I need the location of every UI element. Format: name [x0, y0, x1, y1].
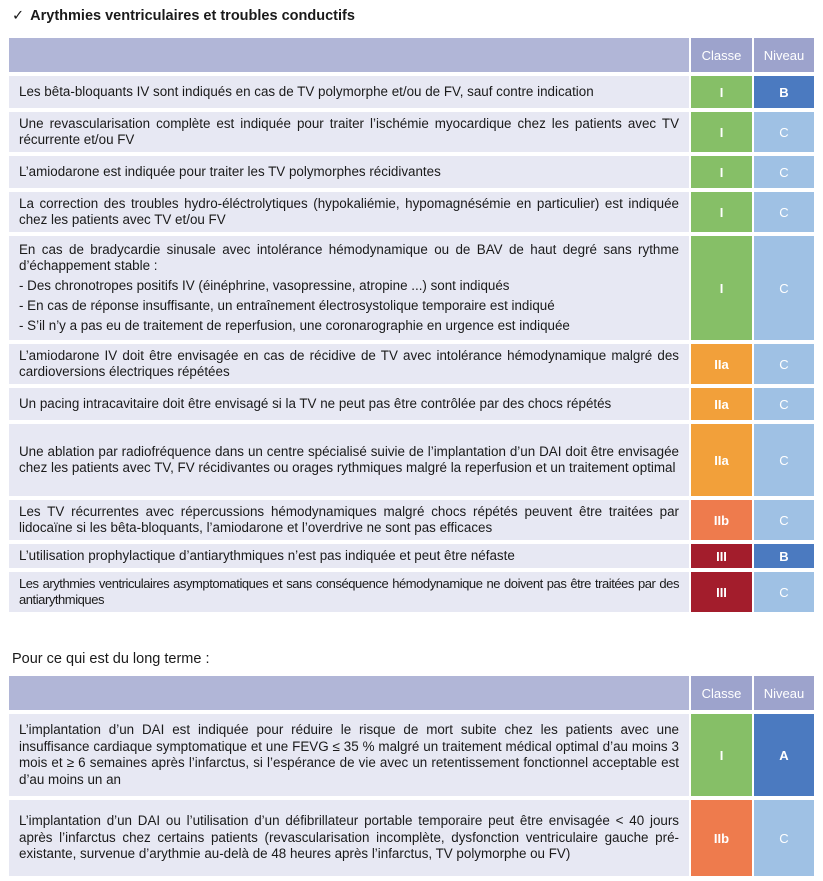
niveau-badge: C — [754, 156, 814, 188]
classe-badge: I — [691, 192, 752, 232]
niveau-badge: C — [754, 572, 814, 612]
table-row — [9, 714, 814, 796]
recommendation-bullet: - S’il n’y a pas eu de traitement de reperfusion, une coronarographie en urgence est indiquée — [19, 318, 570, 333]
recommendation-text — [9, 76, 689, 108]
niveau-badge: C — [754, 388, 814, 420]
header-text-cell — [9, 38, 689, 72]
recommendation-bullet: - Des chronotropes positifs IV (éinéphrine, vasopressine, atropine ...) sont indiqués — [19, 278, 510, 293]
recommendation-text-main: L’amiodarone IV doit être envisagée en cas de récidive de TV avec intolérance hémodynamique malgré des cardioversions électriques répétées — [19, 347, 679, 379]
table-row — [9, 800, 814, 876]
classe-badge: I — [691, 112, 752, 152]
table-row — [9, 76, 814, 108]
niveau-badge: C — [754, 800, 814, 876]
recommendation-text — [9, 572, 689, 612]
recommendation-bullet: - En cas de réponse insuffisante, un entraînement électrosystolique temporaire est indiqué — [19, 298, 555, 313]
classe-badge: III — [691, 572, 752, 612]
recommendation-text-main: Une revascularisation complète est indiquée pour traiter l’ischémie myocardique chez les patients avec TV récurrente et/ou FV — [19, 115, 679, 147]
recommendation-text — [9, 800, 689, 876]
table-row — [9, 236, 814, 340]
niveau-badge: C — [754, 500, 814, 540]
classe-badge: IIa — [691, 388, 752, 420]
classe-badge: IIb — [691, 800, 752, 876]
table-row — [9, 156, 814, 188]
classe-badge: IIa — [691, 344, 752, 384]
recommendation-text — [9, 192, 689, 232]
recommendation-text-main: L’implantation d’un DAI est indiquée pour réduire le risque de mort subite chez les patients avec une insuffisance cardiaque symptomatique et une FEVG ≤ 35 % malgré un traitement médical optimal d’au moins 3 mois et ≥ 6 semaines après l’infarctus, si l’espérance de vie avec un retentissement fonctionnel acceptable est d’au moins un an — [19, 722, 679, 787]
checkmark-icon: ✓ — [12, 8, 25, 24]
table-row — [9, 388, 814, 420]
classe-badge: III — [691, 544, 752, 568]
classe-badge: IIb — [691, 500, 752, 540]
recommendation-text — [9, 156, 689, 188]
recommendation-text-main: La correction des troubles hydro-éléctrolytiques (hypokaliémie, hypomagnésémie en particulier) est indiquée chez les patients avec TV et/ou FV — [19, 195, 679, 227]
classe-badge: I — [691, 714, 752, 796]
table-row — [9, 112, 814, 152]
header-niveau: Niveau — [754, 676, 814, 710]
table-header — [9, 38, 814, 72]
niveau-badge: C — [754, 192, 814, 232]
table-row — [9, 500, 814, 540]
table-row — [9, 192, 814, 232]
header-text-cell — [9, 676, 689, 710]
recommendation-text — [9, 544, 689, 568]
recommendation-text — [9, 424, 689, 496]
recommendation-text — [9, 344, 689, 384]
niveau-badge: C — [754, 112, 814, 152]
table-header — [9, 676, 814, 710]
recommendation-text-main: Les bêta-bloquants IV sont indiqués en cas de TV polymorphe et/ou de FV, sauf contre indication — [19, 83, 594, 99]
classe-badge: I — [691, 156, 752, 188]
classe-badge: IIa — [691, 424, 752, 496]
recommendation-text-main: Un pacing intracavitaire doit être envisagé si la TV ne peut pas être contrôlée par des chocs répétés — [19, 395, 612, 411]
recommendation-text — [9, 236, 689, 340]
long-term-subtitle: Pour ce qui est du long terme : — [12, 651, 210, 667]
table-row — [9, 572, 814, 612]
recommendation-text-main: Les TV récurrentes avec répercussions hémodynamiques malgré chocs répétés peuvent être traitées par lidocaïne si les bêta-bloquants, l’amiodarone et l’overdrive ne sont pas efficaces — [19, 503, 679, 535]
section-title-text: Arythmies ventriculaires et troubles conductifs — [30, 8, 355, 24]
table-row — [9, 544, 814, 568]
niveau-badge: A — [754, 714, 814, 796]
header-niveau: Niveau — [754, 38, 814, 72]
recommendation-text — [9, 714, 689, 796]
recommendation-text-main: Une ablation par radiofréquence dans un centre spécialisé suivie de l’implantation d’un DAI doit être envisagée chez les patients avec TV, FV récidivantes ou orages rythmiques malgré la reperfusion et un traitement optimal — [19, 443, 679, 475]
recommendation-text — [9, 112, 689, 152]
recommendations-table-acute — [9, 38, 814, 612]
recommendation-text-main: L’amiodarone est indiquée pour traiter les TV polymorphes récidivantes — [19, 163, 441, 179]
niveau-badge: B — [754, 544, 814, 568]
recommendation-text-main: L’utilisation prophylactique d’antiarythmiques n’est pas indiquée et peut être néfaste — [19, 547, 515, 563]
recommendations-table-long-term — [9, 676, 814, 876]
recommendation-text-main: En cas de bradycardie sinusale avec intolérance hémodynamique ou de BAV de haut degré sans rythme d’échappement stable : — [19, 241, 679, 273]
table-row — [9, 424, 814, 496]
recommendation-text-main: Les arythmies ventriculaires asymptomatiques et sans conséquence hémodynamique ne doivent pas être traitées par des antiarythmiques — [19, 575, 679, 607]
recommendation-text — [9, 388, 689, 420]
table-row — [9, 344, 814, 384]
niveau-badge: B — [754, 76, 814, 108]
recommendation-text — [9, 500, 689, 540]
niveau-badge: C — [754, 236, 814, 340]
header-classe: Classe — [691, 676, 752, 710]
niveau-badge: C — [754, 344, 814, 384]
header-classe: Classe — [691, 38, 752, 72]
section-title — [12, 8, 355, 24]
recommendation-text-main: L’implantation d’un DAI ou l’utilisation d’un défibrillateur portable temporaire peut être envisagée < 40 jours après l’infarctus chez certains patients (revascularisation incomplète, dysfonction ventriculaire gauche pré-existante, survenue d’arythmie au-delà de 48 heures après l’infarctus, TV polymorphe ou FV) — [19, 813, 679, 862]
classe-badge: I — [691, 76, 752, 108]
niveau-badge: C — [754, 424, 814, 496]
classe-badge: I — [691, 236, 752, 340]
